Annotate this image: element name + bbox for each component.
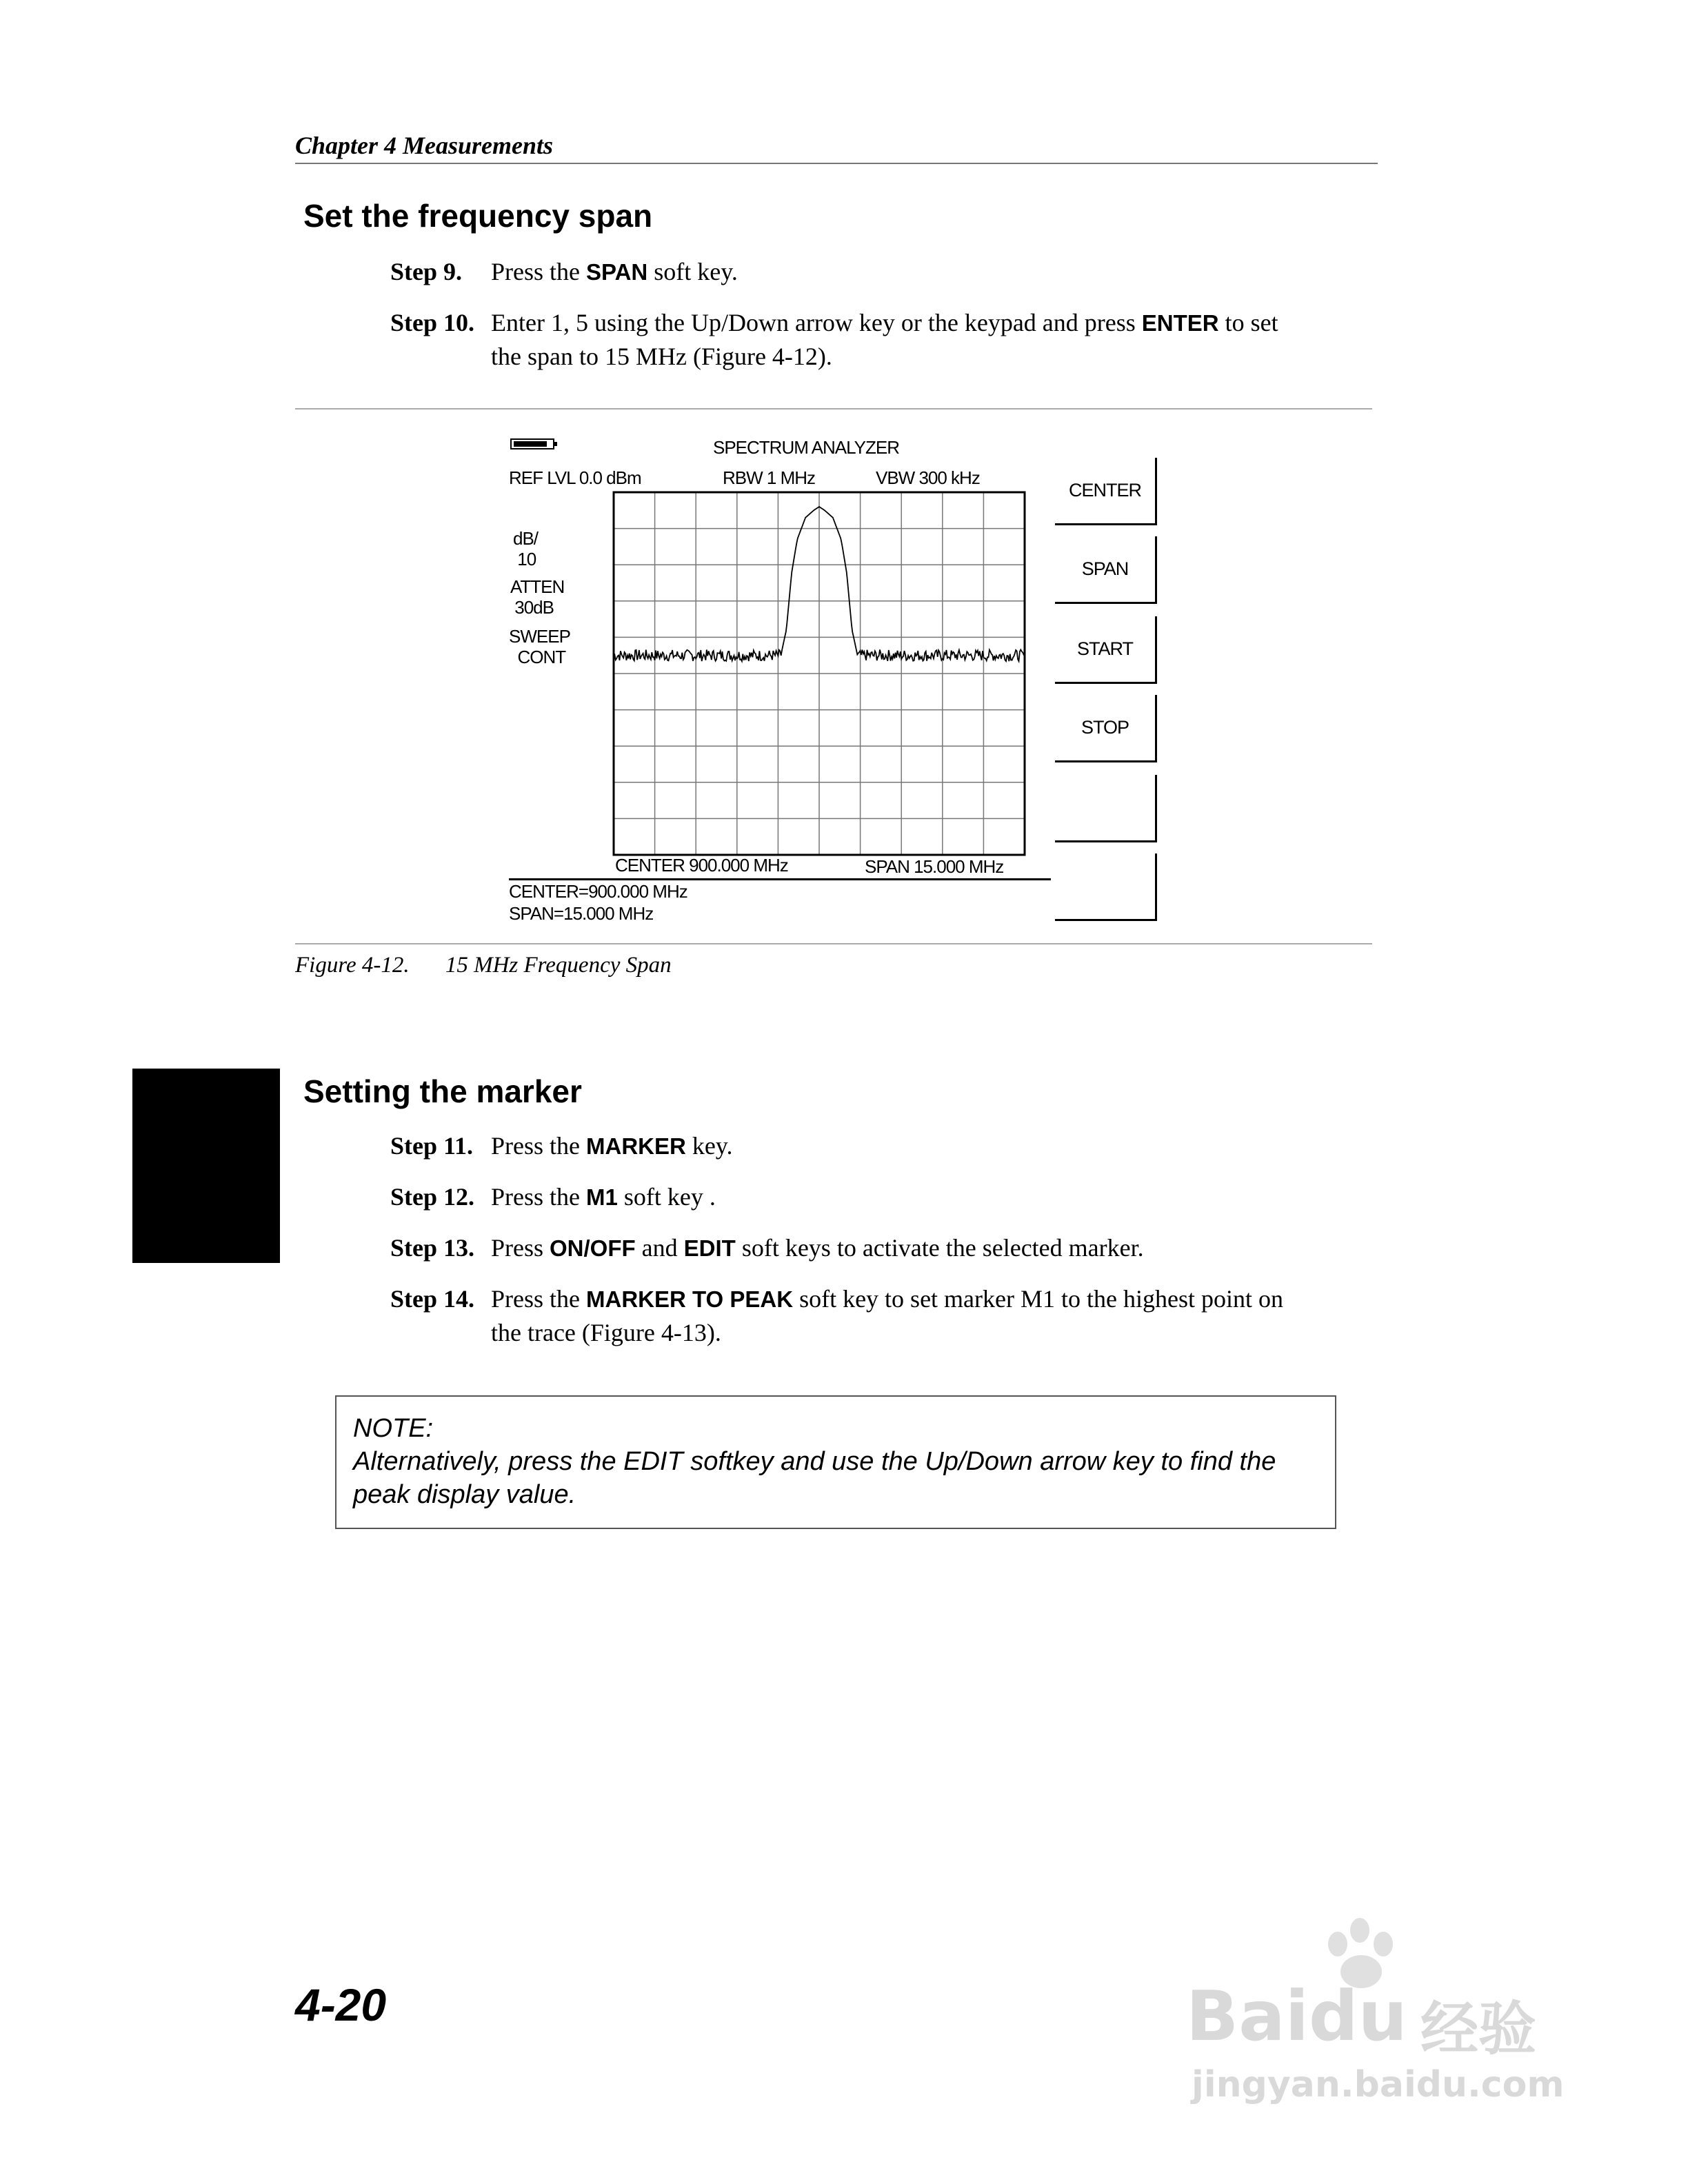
step-10: [390, 306, 1390, 372]
note-line-1: Alternatively, press the EDIT softkey and use the Up/Down arrow key to find the: [353, 1447, 1276, 1476]
spectrum-plot: [612, 491, 1026, 856]
baidu-watermark-logo: [1186, 1917, 1572, 2123]
step-9: [390, 255, 1390, 288]
page-number: 4-20: [295, 1979, 387, 2030]
key-name: SPAN: [586, 259, 648, 285]
key-name: MARKER TO PEAK: [586, 1286, 794, 1312]
step-number: Step 12.: [390, 1183, 475, 1211]
step-number: Step 9.: [390, 258, 463, 285]
sweep-label: SWEEP CONT: [509, 626, 570, 667]
screen-title: SPECTRUM ANALYZER: [713, 437, 900, 458]
center-frequency-label: CENTER 900.000 MHz: [615, 855, 788, 876]
watermark-url: jingyan.baidu.com: [1192, 2064, 1565, 2105]
step-13: [390, 1231, 1390, 1264]
note-line-2: peak display value.: [353, 1480, 576, 1509]
step-text: Press ON/OFF and EDIT soft keys to activate the selected marker.: [491, 1234, 1144, 1262]
step-14: [390, 1282, 1390, 1348]
span-label: SPAN 15.000 MHz: [865, 856, 1004, 877]
step-text: Press the SPAN soft key.: [491, 258, 738, 285]
softkey-start[interactable]: START: [1055, 616, 1157, 684]
scale-label: dB/ 10: [513, 528, 539, 569]
key-name: EDIT: [683, 1235, 736, 1261]
figure-caption: [295, 953, 672, 978]
figure-number: Figure 4-12.: [295, 953, 410, 978]
key-name: M1: [586, 1184, 618, 1210]
figure-top-rule: [295, 408, 1372, 410]
softkey-blank-6[interactable]: [1055, 853, 1157, 921]
step-text: Press the MARKER key.: [491, 1132, 733, 1160]
header-rule: [295, 163, 1378, 164]
key-name: MARKER: [586, 1133, 686, 1159]
section-title-frequency-span: Set the frequency span: [303, 198, 653, 234]
chapter-header: Chapter 4 Measurements: [295, 132, 554, 159]
note-box: [335, 1395, 1336, 1529]
figure-title: 15 MHz Frequency Span: [445, 953, 672, 978]
atten-label: ATTEN 30dB: [510, 576, 565, 618]
step-text: Enter 1, 5 using the Up/Down arrow key or the keypad and press ENTER to set the span to 15 MHz (Figure 4-12).: [491, 309, 1278, 370]
step-number: Step 10.: [390, 309, 475, 336]
status-center: CENTER=900.000 MHz: [509, 881, 687, 902]
section-title-marker: Setting the marker: [303, 1073, 582, 1109]
step-text: Press the M1 soft key .: [491, 1183, 716, 1211]
figure-bottom-rule: [295, 943, 1372, 944]
key-name: ON/OFF: [550, 1235, 636, 1261]
ref-level: REF LVL 0.0 dBm: [509, 467, 641, 488]
softkey-span[interactable]: SPAN: [1055, 536, 1157, 604]
softkey-center[interactable]: CENTER: [1055, 458, 1157, 525]
step-number: Step 13.: [390, 1234, 475, 1262]
step-12: [390, 1180, 1390, 1213]
rbw: RBW 1 MHz: [723, 467, 815, 488]
step-text: Press the MARKER TO PEAK soft key to set marker M1 to the highest point on the trace (Figure 4-13).: [491, 1285, 1283, 1346]
softkey-blank-5[interactable]: [1055, 775, 1157, 842]
status-span: SPAN=15.000 MHz: [509, 903, 654, 924]
softkey-stop[interactable]: STOP: [1055, 695, 1157, 762]
watermark-cn: 经验: [1420, 1995, 1537, 2063]
key-name: ENTER: [1141, 310, 1219, 336]
battery-icon: [510, 438, 559, 449]
vbw: VBW 300 kHz: [876, 467, 980, 488]
note-label: NOTE:: [353, 1414, 434, 1443]
step-number: Step 11.: [390, 1132, 474, 1160]
chapter-side-tab: [132, 1069, 280, 1263]
step-11: [390, 1129, 1390, 1162]
step-number: Step 14.: [390, 1285, 475, 1313]
status-rule: [509, 878, 1051, 880]
watermark-brand: Baidu: [1186, 1976, 1407, 2056]
